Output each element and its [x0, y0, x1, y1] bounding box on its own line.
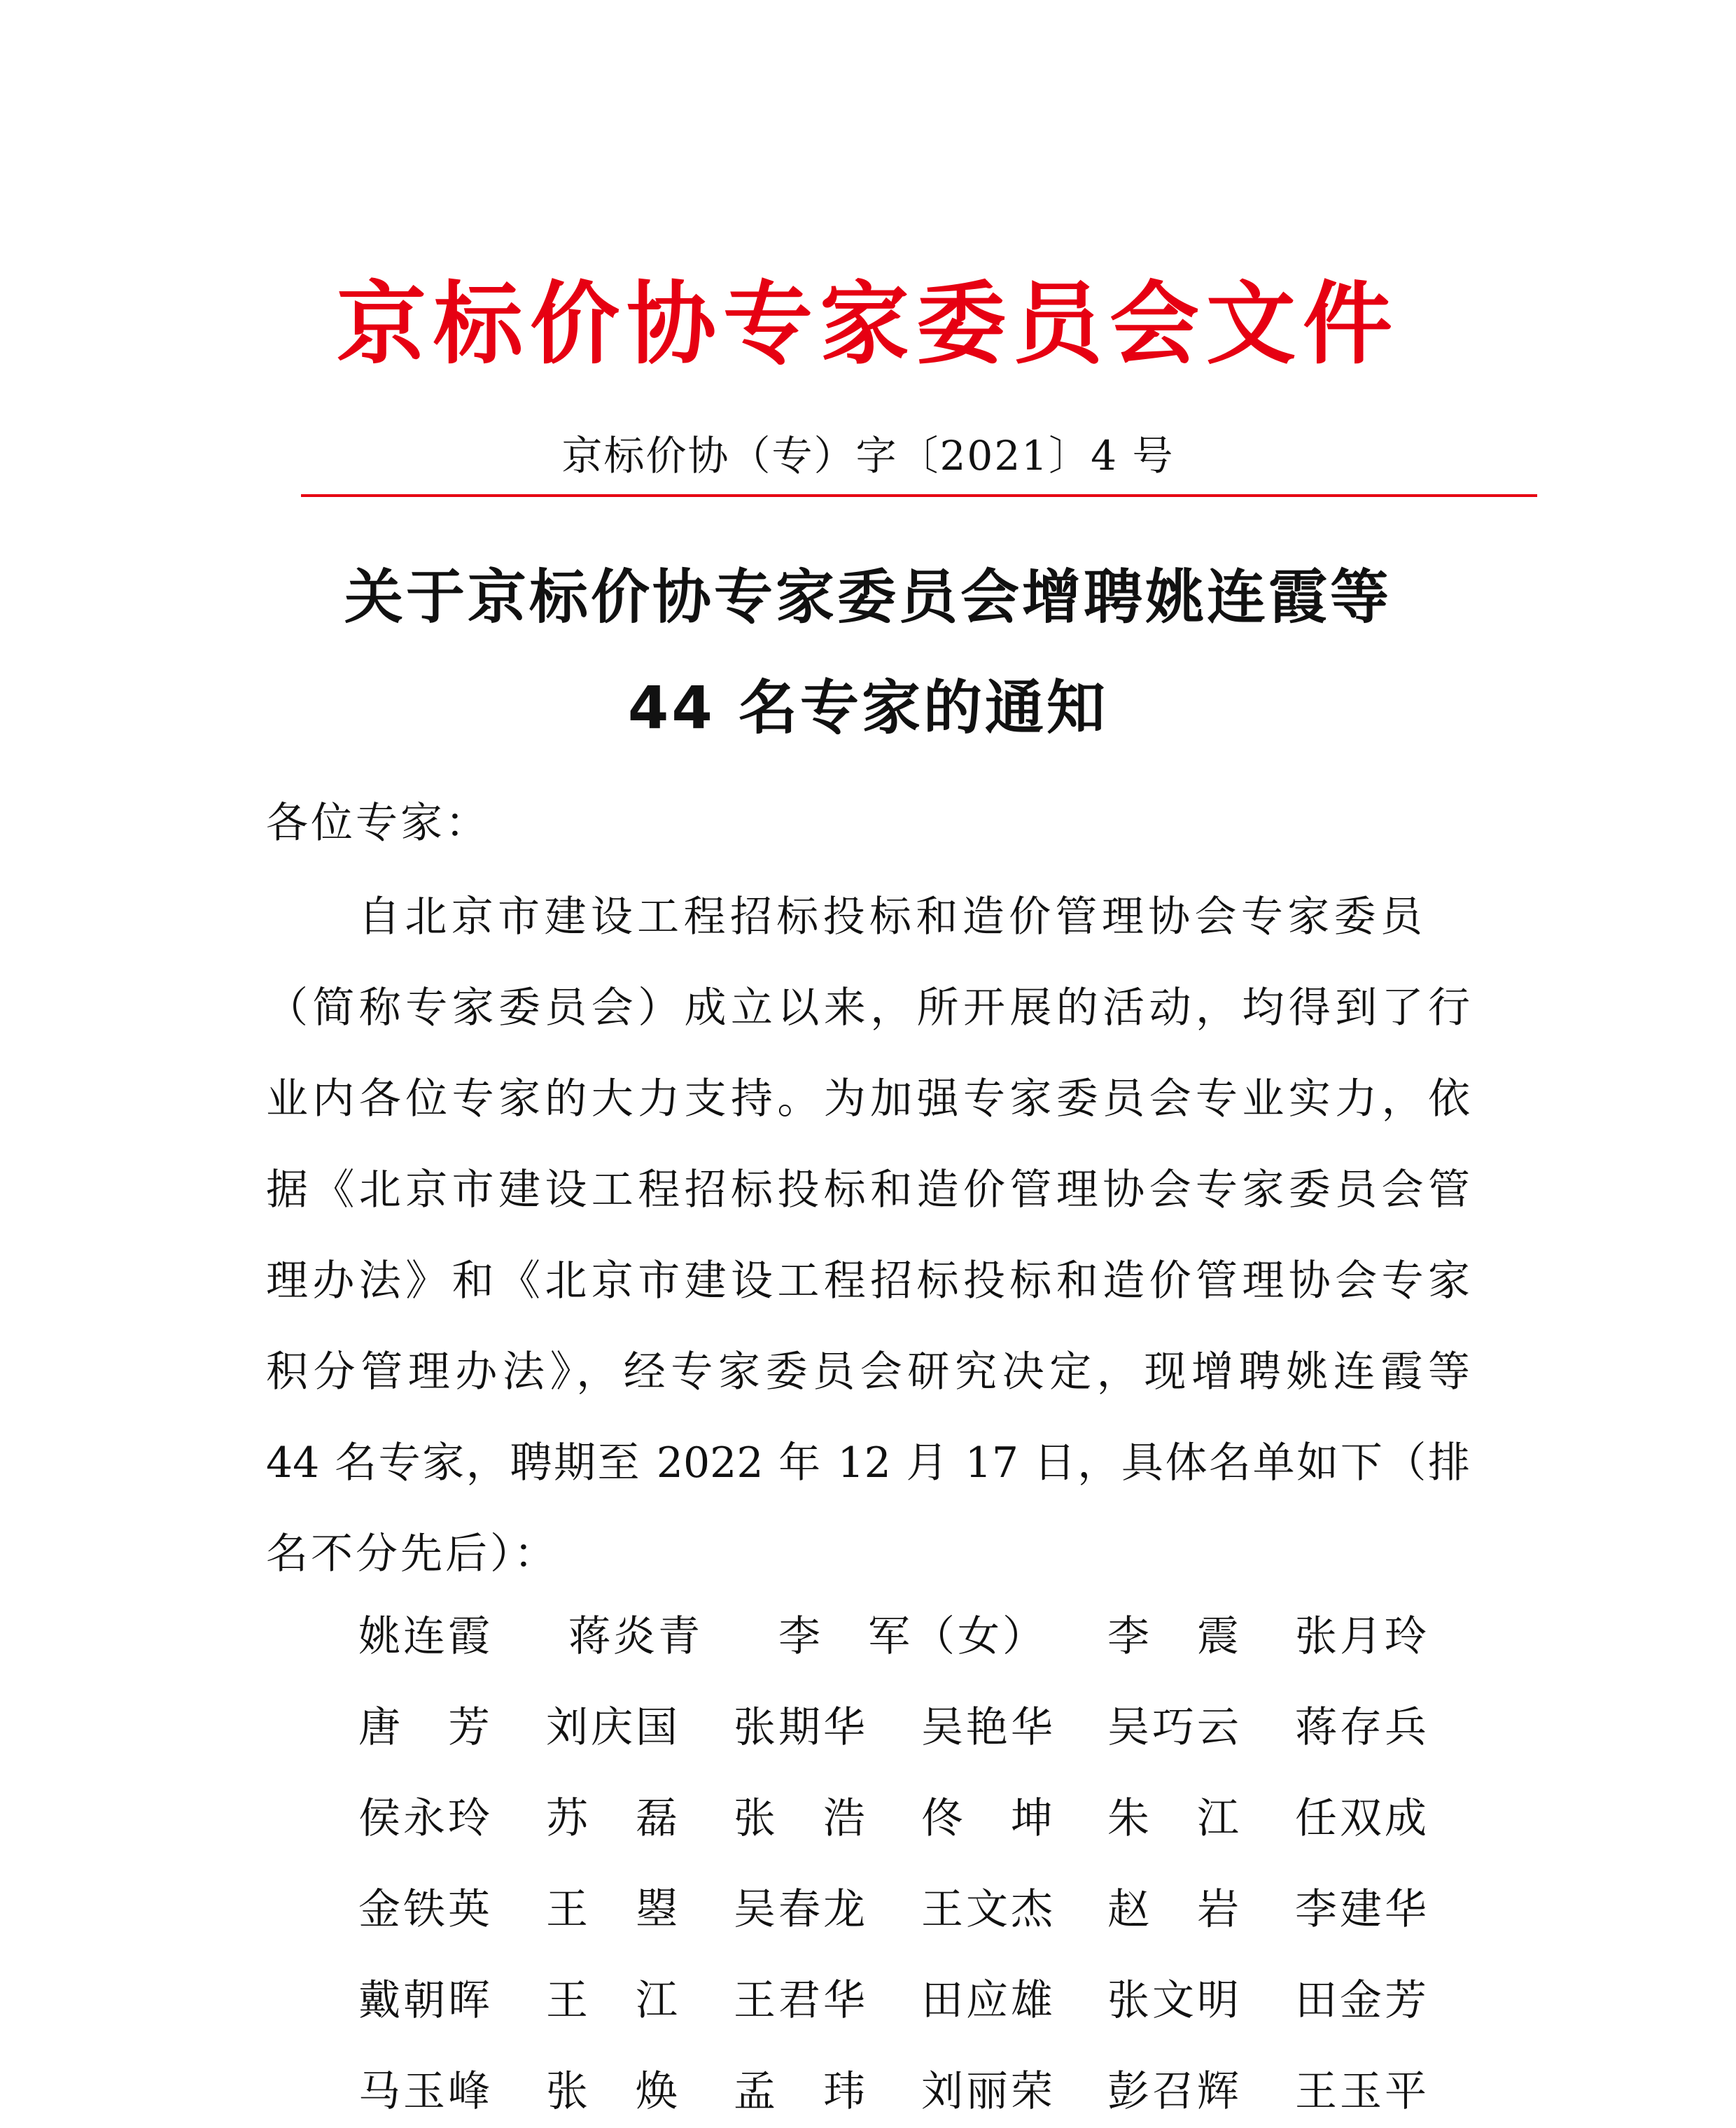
red-divider [301, 494, 1537, 497]
expert-name: 侯永玲 [358, 1794, 493, 1843]
issuer-heading: 京标价协专家委员会文件 [336, 272, 1399, 377]
expert-name: 李 军（女） [778, 1612, 1047, 1661]
expert-name: 佟 坤 [921, 1794, 1056, 1843]
expert-name: 刘庆国 [546, 1703, 680, 1752]
expert-name: 孟 玮 [734, 2067, 868, 2116]
body-paragraph-line: 名不分先后）： [266, 1530, 559, 1578]
expert-name: 姚连霞 [358, 1612, 493, 1661]
expert-name: 李建华 [1295, 1885, 1429, 1934]
body-paragraph-line: 据《北京市建设工程招标投标和造价管理协会专家委员会管 [266, 1166, 1470, 1214]
expert-name: 田金芳 [1295, 1976, 1429, 2025]
expert-name: 王 曌 [546, 1885, 680, 1934]
expert-name: 张 焕 [546, 2067, 680, 2116]
body-paragraph-line: （简称专家委员会）成立以来，所开展的活动，均得到了行 [266, 983, 1470, 1032]
expert-name: 田应雄 [921, 1976, 1056, 2025]
expert-name: 蒋炎青 [568, 1612, 703, 1661]
body-paragraph-line: 业内各位专家的大力支持。为加强专家委员会专业实力，依 [266, 1074, 1470, 1124]
salutation: 各位专家： [266, 799, 490, 848]
expert-name: 赵 岩 [1107, 1885, 1242, 1934]
expert-name: 王玉平 [1295, 2067, 1429, 2116]
expert-name: 李 震 [1107, 1612, 1242, 1661]
expert-name: 王 江 [546, 1976, 680, 2025]
expert-name: 吴巧云 [1107, 1703, 1242, 1752]
document-number: 京标价协（专）字〔2021〕4 号 [561, 432, 1175, 479]
notice-title-line-2: 44 名专家的通知 [627, 673, 1109, 742]
expert-name: 吴艳华 [921, 1703, 1056, 1752]
body-paragraph-line: 44 名专家，聘期至 2022 年 12 月 17 日，具体名单如下（排 [266, 1438, 1470, 1488]
expert-name: 刘丽荣 [921, 2067, 1056, 2116]
body-paragraph-line: 理办法》和《北京市建设工程招标投标和造价管理协会专家 [266, 1256, 1470, 1306]
expert-name: 苏 磊 [546, 1794, 680, 1843]
expert-name: 马玉峰 [358, 2067, 493, 2116]
expert-name: 王君华 [734, 1976, 868, 2025]
expert-name: 张文明 [1107, 1976, 1242, 2025]
expert-name: 金铁英 [358, 1885, 493, 1934]
expert-name: 吴春龙 [734, 1885, 868, 1934]
expert-name: 戴朝晖 [358, 1976, 493, 2025]
expert-name: 张 浩 [734, 1794, 868, 1843]
expert-name: 王文杰 [921, 1885, 1056, 1934]
expert-name: 朱 江 [1107, 1794, 1242, 1843]
expert-name: 张月玲 [1295, 1612, 1429, 1661]
body-paragraph-line: 自北京市建设工程招标投标和造价管理协会专家委员 [358, 892, 1422, 941]
expert-name: 蒋存兵 [1295, 1703, 1429, 1752]
expert-name: 唐 芳 [358, 1703, 493, 1752]
expert-name: 任双成 [1295, 1794, 1429, 1843]
expert-name: 彭召辉 [1107, 2067, 1242, 2116]
body-paragraph-line: 积分管理办法》，经专家委员会研究决定，现增聘姚连霞等 [266, 1348, 1470, 1396]
notice-title-line-1: 关于京标价协专家委员会增聘姚连霞等 [344, 563, 1392, 631]
expert-name: 张期华 [734, 1703, 868, 1752]
